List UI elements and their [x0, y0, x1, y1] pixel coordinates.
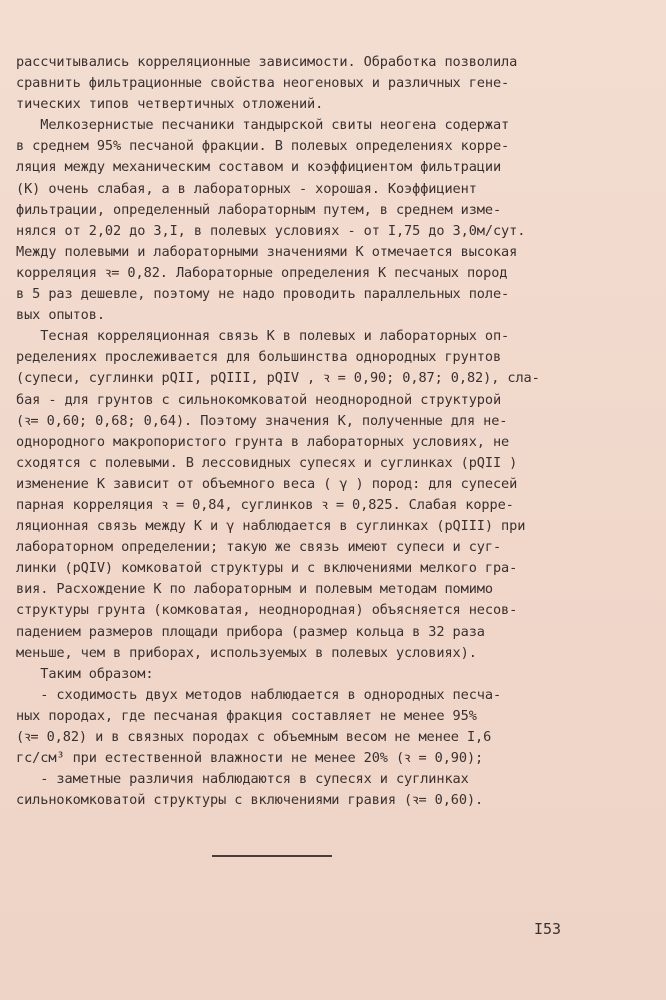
text-line: фильтрации, определенный лабораторным путем, в среднем изме-: [16, 201, 502, 218]
text-line: нялся от 2,02 до 3,I, в полевых условиях - от I,75 до 3,0м/сут.: [16, 222, 526, 239]
text-line: вых опытов.: [16, 307, 105, 324]
text-line: сходятся с полевыми. В лессовидных супесях и суглинках (pQII ): [16, 454, 518, 471]
text-line: падением размеров площади прибора (размер кольца в 32 раза: [16, 623, 485, 640]
text-line: гс/см³ при естественной влажности не менее 20% (ꝛ = 0,90);: [16, 750, 484, 767]
text-line: сравнить фильтрационные свойства неогеновых и различных гене-: [16, 75, 510, 92]
text-line: (супеси, суглинки pQII, pQIII, pQIV , ꝛ = 0,90; 0,87; 0,82), сла-: [16, 370, 540, 387]
text-line: (ꝛ= 0,60; 0,68; 0,64). Поэтому значения К, полученные для не-: [16, 412, 508, 429]
text-line: в среднем 95% песчаной фракции. В полевых определениях корре-: [16, 138, 510, 155]
text-line: сильнокомковатой структуры с включениями гравия (ꝛ= 0,60).: [16, 792, 484, 809]
text-line: рассчитывались корреляционные зависимости. Обработка позволила: [16, 54, 518, 70]
text-line: лабораторном определении; такую же связь имеют супеси и суг-: [16, 539, 502, 556]
text-line: Мелкозернистые песчаники тандырской свиты неогена содержат: [16, 117, 510, 134]
text-line: вия. Расхождение К по лабораторным и полевым методам помимо: [16, 581, 493, 598]
text-line: в 5 раз дешевле, поэтому не надо проводить параллельных поле-: [16, 286, 510, 303]
text-line: тических типов четвертичных отложений.: [16, 96, 324, 113]
text-line: меньше, чем в приборах, используемых в полевых условиях).: [16, 644, 477, 661]
text-line: - заметные различия наблюдаются в супесях и суглинках: [16, 771, 469, 788]
text-line: ляционная связь между К и γ наблюдается в суглинках (pQIII) при: [16, 518, 526, 535]
text-line: корреляция ꝛ= 0,82. Лабораторные определения К песчаных пород: [16, 264, 508, 281]
text-line: ределениях прослеживается для большинства однородных грунтов: [16, 349, 502, 366]
text-line: ных породах, где песчаная фракция составляет не менее 95%: [16, 707, 477, 724]
text-line: Между полевыми и лабораторными значениями К отмечается высокая: [16, 243, 518, 260]
text-line: бая - для грунтов с сильнокомковатой неоднородной структурой: [16, 391, 502, 408]
text-line: Тесная корреляционная связь К в полевых и лабораторных оп-: [16, 328, 510, 345]
text-line: структуры грунта (комковатая, неоднородная) объясняется несов-: [16, 602, 518, 619]
text-line: парная корреляция ꝛ = 0,84, суглинков ꝛ = 0,825. Слабая корре-: [16, 496, 514, 513]
text-line: однородного макропористого грунта в лабораторных условиях, не: [16, 433, 510, 450]
text-line: - сходимость двух методов наблюдается в однородных песча-: [16, 686, 502, 703]
text-line: изменение К зависит от объемного веса ( γ ) пород: для супесей: [16, 475, 518, 492]
body-text: [16, 52, 616, 811]
text-line: линки (pQIV) комковатой структуры и с включениями мелкого гра-: [16, 560, 518, 577]
text-line: ляция между механическим составом и коэффициентом фильтрации: [16, 159, 502, 176]
text-line: Таким образом:: [16, 665, 154, 682]
text-line: (ꝛ= 0,82) и в связных породах с объемным весом не менее I,6: [16, 729, 492, 745]
separator-rule: [212, 855, 332, 857]
text-line: (К) очень слабая, а в лабораторных - хорошая. Коэффициент: [16, 180, 477, 197]
page-number: I53: [534, 920, 562, 938]
